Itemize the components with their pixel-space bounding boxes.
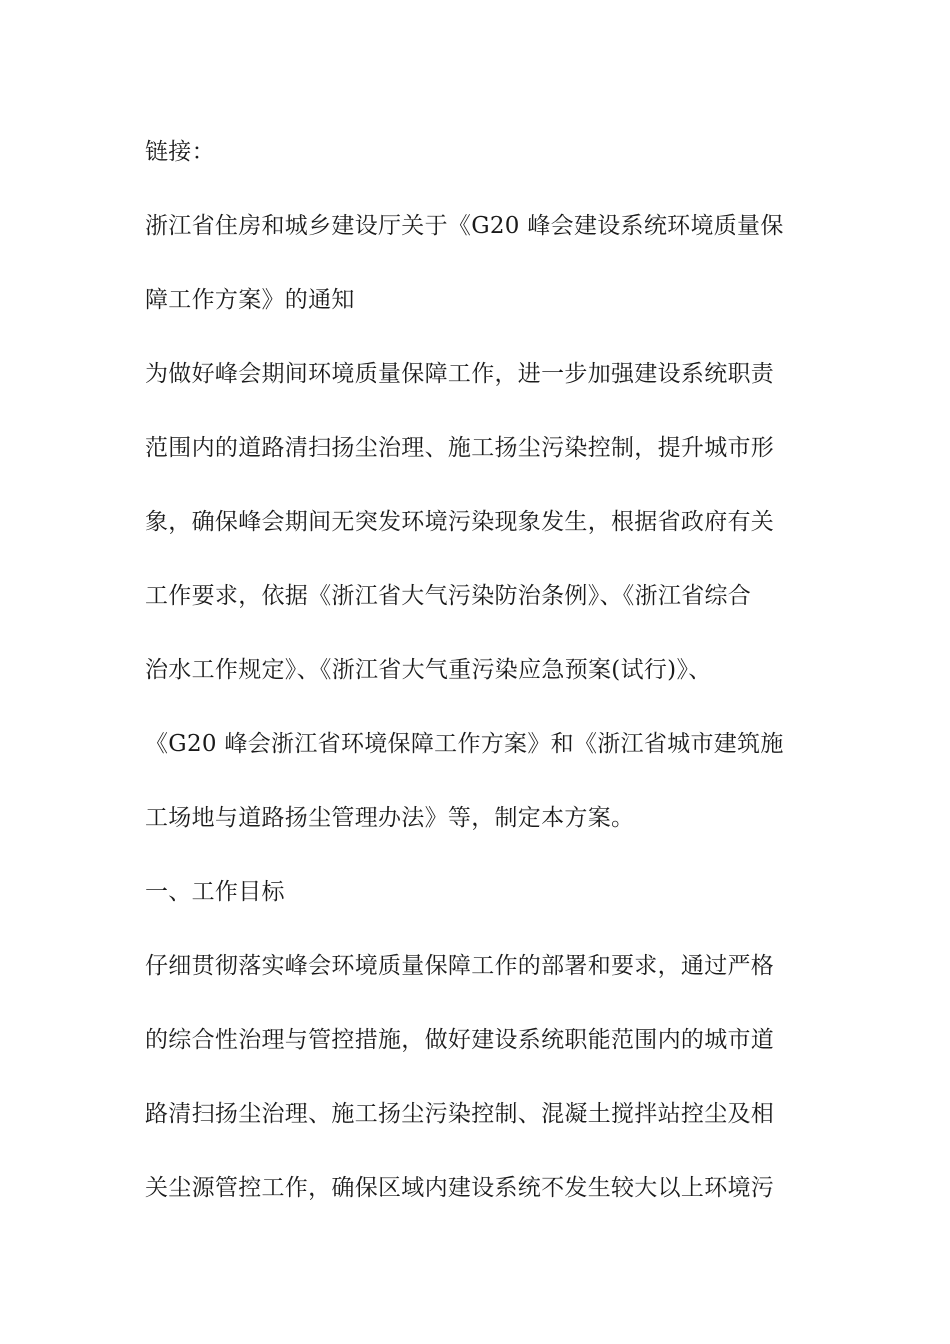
body-paragraph-line: 治水工作规定》、《浙江省大气重污染应急预案(试行)》、 xyxy=(145,657,712,683)
body-paragraph-line: 关尘源管控工作，确保区域内建设系统不发生较大以上环境污 xyxy=(145,1175,775,1201)
body-paragraph-line: 工作要求，依据《浙江省大气污染防治条例》、《浙江省综合 xyxy=(145,583,752,609)
body-paragraph-line: 工场地与道路扬尘管理办法》等，制定本方案。 xyxy=(145,805,635,831)
body-paragraph-line: 仔细贯彻落实峰会环境质量保障工作的部署和要求，通过严格 xyxy=(145,953,775,979)
body-paragraph-line: 《G20 峰会浙江省环境保障工作方案》和《浙江省城市建筑施 xyxy=(145,731,784,757)
body-paragraph-line: 路清扫扬尘治理、施工扬尘污染控制、混凝土搅拌站控尘及相 xyxy=(145,1101,775,1127)
body-paragraph-line: 象，确保峰会期间无突发环境污染现象发生，根据省政府有关 xyxy=(145,509,775,535)
body-paragraph-line: 为做好峰会期间环境质量保障工作，进一步加强建设系统职责 xyxy=(145,361,775,387)
body-paragraph-line: 范围内的道路清扫扬尘治理、施工扬尘污染控制，提升城市形 xyxy=(145,435,775,461)
link-label: 链接： xyxy=(145,139,215,165)
body-paragraph-line: 的综合性治理与管控措施，做好建设系统职能范围内的城市道 xyxy=(145,1027,775,1053)
notice-title-line-2: 障工作方案》的通知 xyxy=(145,287,355,313)
notice-title-line-1: 浙江省住房和城乡建设厅关于《G20 峰会建设系统环境质量保 xyxy=(145,213,784,239)
section-heading: 一、工作目标 xyxy=(145,879,285,905)
